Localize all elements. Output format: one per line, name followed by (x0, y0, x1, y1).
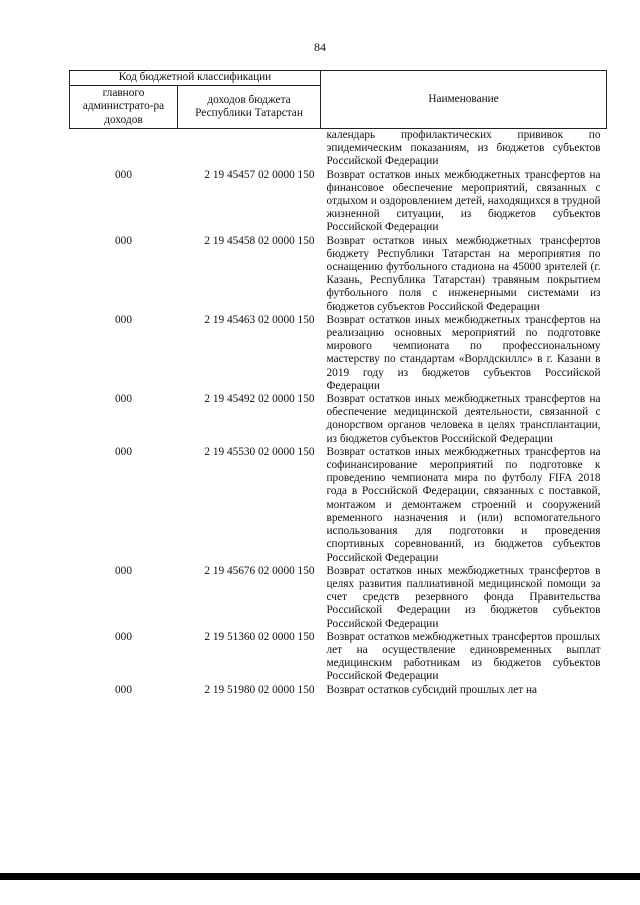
table-row (70, 684, 607, 697)
name-cell: Возврат остатков иных межбюджетных трансфертов на софинансирование мероприятий по подготовке к проведению чемпионата мира по футболу FIFA 2018 года в Российской Федерации, связанных с поставкой, монтажом и демонтажем строений и сооружений временного назначения и (или) вспомогательного использования для подготовки и проведения спортивных соревнований, из бюджетов субъектов Российской Федерации (326, 445, 601, 564)
admin-code-cell: 000 (115, 445, 132, 458)
revenue-code-cell: 2 19 45457 02 0000 150 (204, 168, 315, 181)
revenue-code-cell: 2 19 45463 02 0000 150 (204, 313, 315, 326)
admin-code-cell: 000 (115, 234, 132, 247)
admin-code-cell: 000 (115, 564, 132, 577)
table-row (70, 393, 607, 446)
name-cell: Возврат остатков межбюджетных трансфертов прошлых лет на осуществление единовременных выплат медицинским работникам из бюджетов субъектов Российской Федерации (326, 630, 601, 683)
header-name: Наименование (321, 71, 607, 129)
name-cell: Возврат остатков иных межбюджетных трансфертов на финансовое обеспечение мероприятий, связанных с отдыхом и оздоровлением детей, находящихся в трудной жизненной ситуации, из бюджетов субъектов Российской Федерации (326, 168, 601, 234)
admin-code-cell: 000 (115, 393, 132, 406)
table-row (70, 631, 607, 684)
header-main-administrator: главного администрато-ра доходов (70, 86, 178, 129)
revenue-code-cell: 2 19 45458 02 0000 150 (204, 234, 315, 247)
header-revenue-code: доходов бюджета Республики Татарстан (178, 86, 321, 129)
table-body (70, 129, 607, 697)
name-cell: календарь профилактических прививок по эпидемическим показаниям, из бюджетов субъектов Российской Федерации (326, 129, 601, 168)
scan-edge-bar (0, 873, 640, 880)
page-number: 84 (314, 40, 326, 54)
table-row (70, 129, 607, 169)
name-cell: Возврат остатков субсидий прошлых лет на (326, 683, 538, 696)
name-cell: Возврат остатков иных межбюджетных трансфертов бюджету Республики Татарстан на мероприятия по оснащению футбольного стадиона на 45000 зрителей (г. Казань, Республика Татарстан) травяным покрытием футбольного поля с инженерными системами из бюджетов субъектов Российской Федерации (326, 234, 601, 313)
admin-code-cell: 000 (115, 630, 132, 643)
admin-code-cell (70, 129, 178, 169)
table-row (70, 314, 607, 393)
revenue-code-cell: 2 19 45530 02 0000 150 (204, 445, 315, 458)
revenue-code-cell: 2 19 51980 02 0000 150 (204, 683, 315, 696)
name-cell: Возврат остатков иных межбюджетных трансфертов в целях развития паллиативной медицинской помощи за счет средств резервного фонда Правительства Российской Федерации из бюджетов субъектов Российской Федерации (326, 564, 601, 630)
table-row (70, 565, 607, 631)
name-cell: Возврат остатков иных межбюджетных трансфертов на реализацию основных мероприятий по подготовке мирового чемпионата по профессиональному мастерству по стандартам «Ворлдскиллс» в г. Казани в 2019 году из бюджетов субъектов Российской Федерации (326, 313, 601, 392)
revenue-code-cell: 2 19 51360 02 0000 150 (204, 630, 315, 643)
table-row (70, 235, 607, 314)
header-budget-classification-code: Код бюджетной классификации (70, 71, 321, 86)
budget-classification-table (69, 70, 607, 697)
revenue-code-cell (178, 129, 321, 169)
table-row (70, 446, 607, 565)
revenue-code-cell: 2 19 45492 02 0000 150 (204, 393, 315, 406)
table-row (70, 169, 607, 235)
admin-code-cell: 000 (115, 313, 132, 326)
name-cell: Возврат остатков иных межбюджетных трансфертов на обеспечение медицинской деятельности, связанной с донорством органов человека в целях трансплантации, из бюджетов субъектов Российской Федерации (326, 393, 601, 445)
admin-code-cell: 000 (115, 683, 132, 696)
admin-code-cell: 000 (115, 168, 132, 181)
revenue-code-cell: 2 19 45676 02 0000 150 (204, 564, 315, 577)
